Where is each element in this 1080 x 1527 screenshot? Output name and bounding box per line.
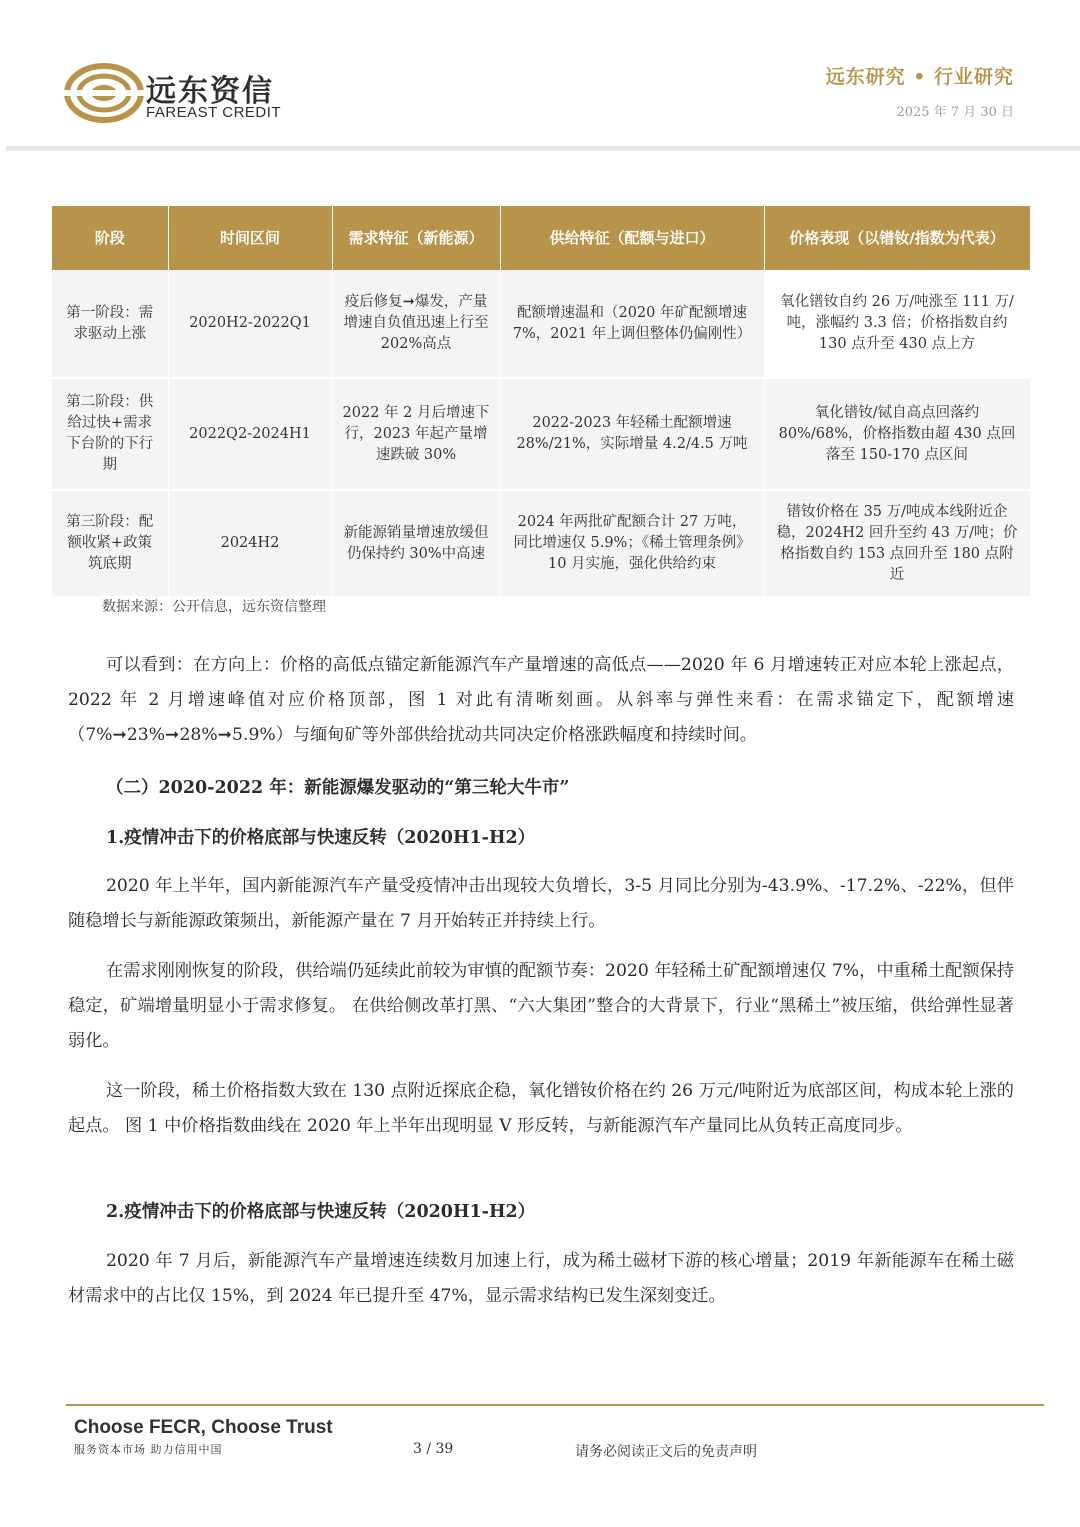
table-cell: 2022Q2-2024H1 (168, 378, 332, 490)
footer-disclaimer: 请务必阅读正文后的免责声明 (575, 1444, 757, 1460)
table-cell: 氧化镨钕自约 26 万/吨涨至 111 万/吨，涨幅约 3.3 倍；价格指数自约 130 点升至 430 点上方 (764, 270, 1030, 378)
header-meta (826, 62, 1014, 120)
table-cell: 2024 年两批矿配额合计 27 万吨，同比增速仅 5.9%；《稀土管理条例》10 月实施，强化供给约束 (500, 490, 764, 597)
table-cell: 第一阶段：需求驱动上涨 (52, 270, 168, 378)
subsection-heading: 1.疫情冲击下的价格底部与快速反转（2020H1-H2） (106, 828, 536, 848)
footer-tagline: 服务资本市场 助力信用中国 (74, 1443, 223, 1456)
table-cell: 新能源销量增速放缓但仍保持约 30%中高速 (332, 490, 500, 597)
table-cell: 配额增速温和（2020 年矿配额增速 7%，2021 年上调但整体仍偏刚性） (500, 270, 764, 378)
table-header-cell: 供给特征（配额与进口） (500, 206, 764, 270)
table-cell: 第三阶段：配额收紧+政策筑底期 (52, 490, 168, 597)
table-header-cell: 需求特征（新能源） (332, 206, 500, 270)
table-cell: 疫后修复➞爆发，产量增速自负值迅速上行至 202%高点 (332, 270, 500, 378)
fareast-logo-icon (64, 62, 144, 124)
subsection-heading: 2.疫情冲击下的价格底部与快速反转（2020H1-H2） (106, 1202, 536, 1222)
body-paragraph: 在需求刚刚恢复的阶段，供给端仍延续此前较为审慎的配额节奏：2020 年轻稀土矿配额增速仅 7%，中重稀土配额保持稳定，矿端增量明显小于需求修复。 在供给侧改革打黑、“六大集团”整合的大背景下，行业“黑稀土”被压缩，供给弹性显著弱化。 (68, 961, 1014, 1051)
report-type: 远东研究 • 行业研究 (825, 66, 1014, 88)
page-number: 3 / 39 (413, 1441, 454, 1457)
table-cell: 氧化镨钕/铽自高点回落约 80%/68%，价格指数由超 430 点回落至 150-170 点区间 (764, 378, 1030, 490)
brand-name-en: FAREAST CREDIT (146, 104, 282, 121)
table-cell: 2022-2023 年轻稀土配额增速 28%/21%，实际增量 4.2/4.5 万吨 (500, 378, 764, 490)
header-divider (6, 146, 1080, 151)
brand-name-cn: 远东资信 (146, 74, 274, 109)
table-header-row (52, 206, 1030, 270)
body-paragraph: 2020 年上半年，国内新能源汽车产量受疫情冲击出现较大负增长，3-5 月同比分别为-43.9%、-17.2%、-22%，但伴随稳增长与新能源政策频出，新能源产量在 7 月开始转正并持续上行。 (68, 876, 1014, 931)
footer-divider (66, 1404, 1044, 1406)
table-row (52, 378, 1030, 490)
table-row (52, 490, 1030, 597)
footer-slogan: Choose FECR, Choose Trust (74, 1417, 333, 1438)
table-cell: 2020H2-2022Q1 (168, 270, 332, 378)
body-paragraph: 这一阶段，稀土价格指数大致在 130 点附近探底企稳，氧化镨钕价格在约 26 万元/吨附近为底部区间，构成本轮上涨的起点。 图 1 中价格指数曲线在 2020 年上半年出现明显 V 形反转，与新能源汽车产量同比从负转正高度同步。 (68, 1081, 1014, 1136)
table-row (52, 270, 1030, 378)
report-date: 2025 年 7 月 30 日 (896, 105, 1014, 120)
table-cell: 2024H2 (168, 490, 332, 597)
table-header-cell: 价格表现（以镨钕/指数为代表） (764, 206, 1030, 270)
table-cell: 镨钕价格在 35 万/吨成本线附近企稳，2024H2 回升至约 43 万/吨；价格指数自约 153 点回升至 180 点附近 (764, 490, 1030, 597)
table-cell: 第二阶段：供给过快+需求下台阶的下行期 (52, 378, 168, 490)
table-header-cell: 阶段 (52, 206, 168, 270)
body-paragraph: 可以看到：在方向上：价格的高低点锚定新能源汽车产量增速的高低点——2020 年 6 月增速转正对应本轮上涨起点，2022 年 2 月增速峰值对应价格顶部，图 1 对此有清晰刻画。从斜率与弹性来看：在需求锚定下，配额增速（7%➞23%➞28%➞5.9%）与缅甸矿等外部供给扰动共同决定价格涨跌幅度和持续时间。 (68, 655, 1014, 745)
section-heading: （二）2020-2022 年：新能源爆发驱动的“第三轮大牛市” (106, 778, 570, 798)
body-paragraph: 2020 年 7 月后，新能源汽车产量增速连续数月加速上行，成为稀土磁材下游的核心增量；2019 年新能源车在稀土磁材需求中的占比仅 15%，到 2024 年已提升至 47%，显示需求结构已发生深刻变迁。 (68, 1251, 1014, 1306)
table-cell: 2022 年 2 月后增速下行，2023 年起产量增速跌破 30% (332, 378, 500, 490)
table-source-note: 数据来源：公开信息，远东资信整理 (102, 599, 326, 615)
phase-table (52, 206, 1031, 598)
table-header-cell: 时间区间 (168, 206, 332, 270)
